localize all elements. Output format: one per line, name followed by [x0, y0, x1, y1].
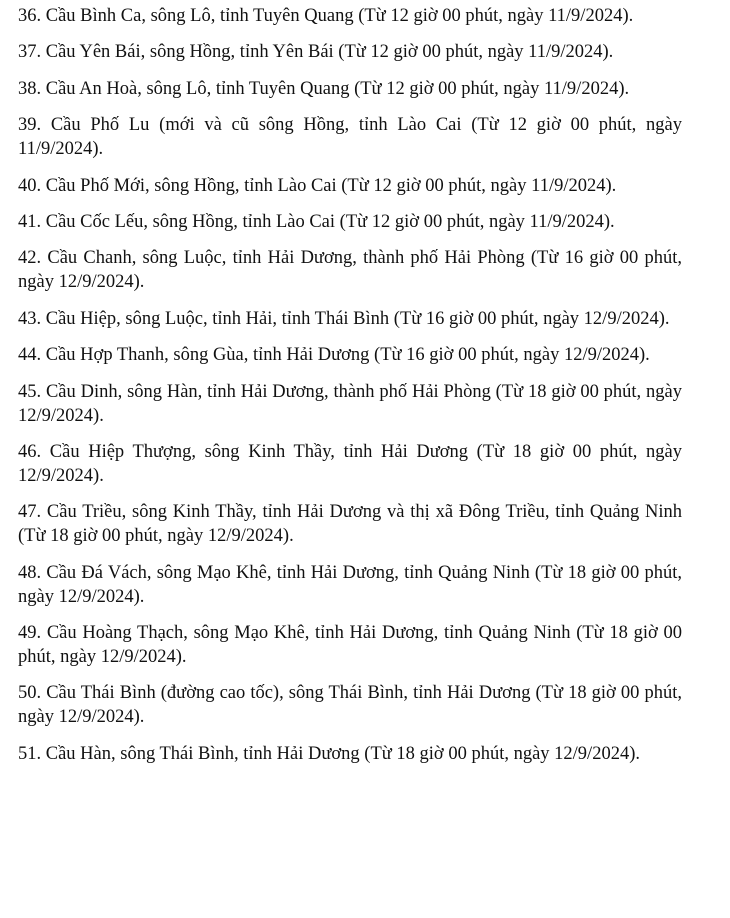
list-item-51: 51. Cầu Hàn, sông Thái Bình, tỉnh Hải Dương (Từ 18 giờ 00 phút, ngày 12/9/2024).: [18, 743, 640, 764]
list-item-48: 48. Cầu Đá Vách, sông Mạo Khê, tỉnh Hải Dương, tỉnh Quảng Ninh (Từ 18 giờ 00 phút, ngày 12/9/2024).: [18, 562, 682, 607]
list-item-36: 36. Cầu Bình Ca, sông Lô, tỉnh Tuyên Quang (Từ 12 giờ 00 phút, ngày 11/9/2024).: [18, 6, 634, 26]
list-item-42: 42. Cầu Chanh, sông Luộc, tỉnh Hải Dương, thành phố Hải Phòng (Từ 16 giờ 00 phút, ngày 12/9/2024).: [18, 248, 682, 293]
list-item-43: 43. Cầu Hiệp, sông Luộc, tỉnh Hải, tỉnh Thái Bình (Từ 16 giờ 00 phút, ngày 12/9/2024).: [18, 308, 670, 329]
list-item-40: 40. Cầu Phố Mới, sông Hồng, tỉnh Lào Cai (Từ 12 giờ 00 phút, ngày 11/9/2024).: [18, 175, 617, 196]
list-item-47: 47. Cầu Triều, sông Kinh Thầy, tỉnh Hải Dương và thị xã Đông Triều, tỉnh Quảng Ninh (Từ 18 giờ 00 phút, ngày 12/9/2024).: [18, 502, 682, 547]
list-item-39: 39. Cầu Phố Lu (mới và cũ sông Hồng, tỉnh Lào Cai (Từ 12 giờ 00 phút, ngày 11/9/2024).: [18, 115, 682, 160]
list-item-49: 49. Cầu Hoàng Thạch, sông Mạo Khê, tỉnh Hải Dương, tỉnh Quảng Ninh (Từ 18 giờ 00 phút, ngày 12/9/2024).: [18, 623, 682, 668]
list-item-37: 37. Cầu Yên Bái, sông Hồng, tỉnh Yên Bái (Từ 12 giờ 00 phút, ngày 11/9/2024).: [18, 42, 614, 63]
list-item-50: 50. Cầu Thái Bình (đường cao tốc), sông Thái Bình, tỉnh Hải Dương (Từ 18 giờ 00 phút, ngày 12/9/2024).: [18, 683, 682, 728]
list-item-38: 38. Cầu An Hoà, sông Lô, tỉnh Tuyên Quang (Từ 12 giờ 00 phút, ngày 11/9/2024).: [18, 78, 630, 99]
list-item-45: 45. Cầu Dinh, sông Hàn, tỉnh Hải Dương, thành phố Hải Phòng (Từ 18 giờ 00 phút, ngày 12/9/2024).: [18, 381, 682, 426]
list-item-46: 46. Cầu Hiệp Thượng, sông Kinh Thầy, tỉnh Hải Dương (Từ 18 giờ 00 phút, ngày 12/9/2024).: [18, 441, 682, 486]
list-item-41: 41. Cầu Cốc Lếu, sông Hồng, tỉnh Lào Cai (Từ 12 giờ 00 phút, ngày 11/9/2024).: [18, 211, 615, 232]
list-item-44: 44. Cầu Hợp Thanh, sông Gùa, tỉnh Hải Dương (Từ 16 giờ 00 phút, ngày 12/9/2024).: [18, 345, 650, 366]
